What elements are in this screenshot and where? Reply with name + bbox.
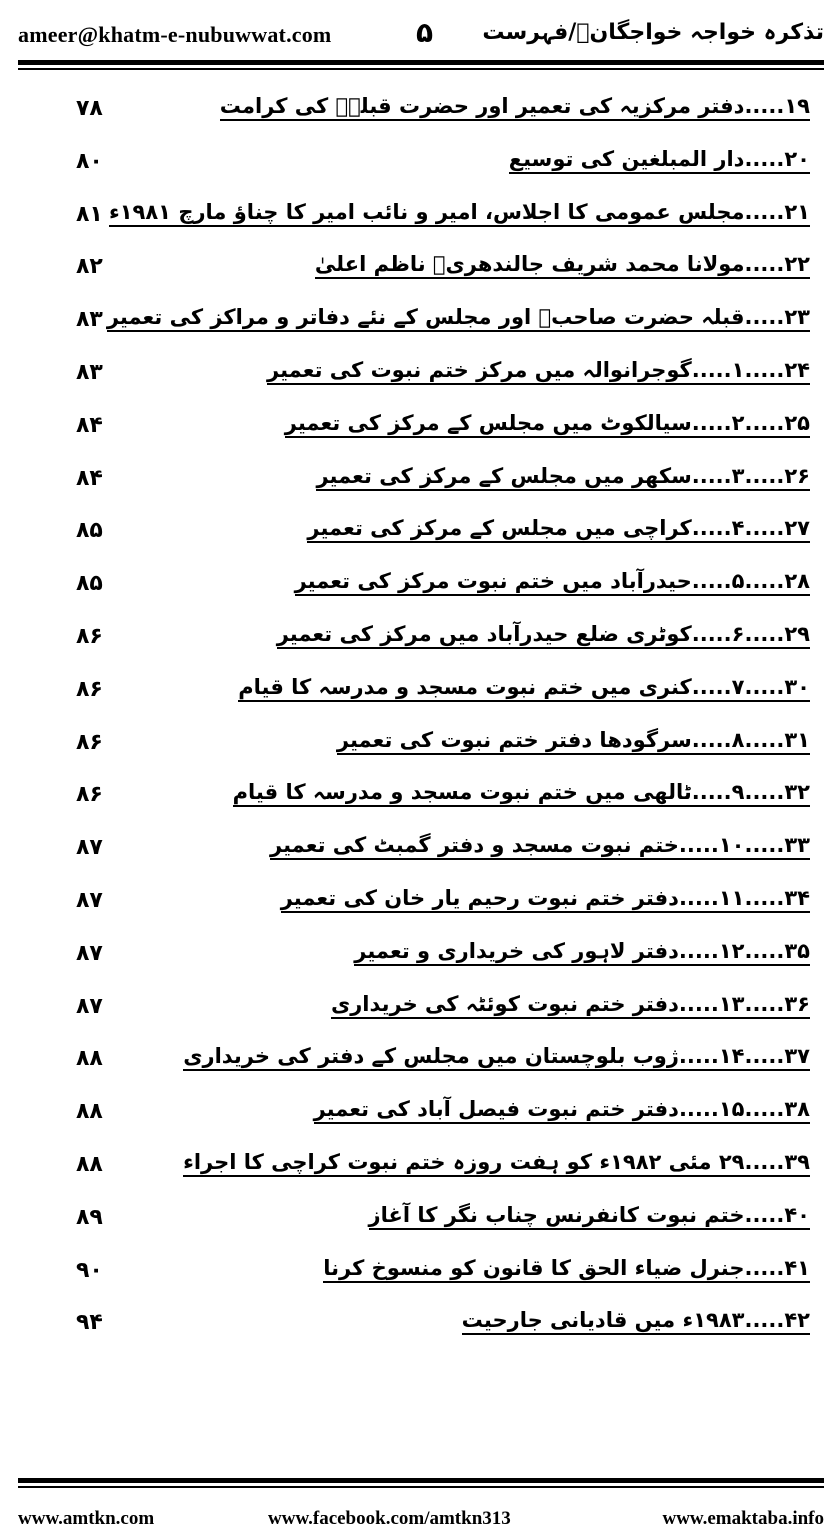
toc-row[interactable] (30, 1038, 810, 1091)
toc-row[interactable] (30, 405, 810, 458)
toc-page-number: ۸۷ (76, 887, 103, 913)
toc-page-number: ۸۸ (76, 1099, 103, 1125)
toc-page-number: ۸۴ (76, 412, 103, 438)
toc-entry-title: ۴۲.....۱۹۸۳ء میں قادیانی جارحیت (462, 1308, 810, 1335)
toc-page-number: ۸۶ (76, 782, 103, 808)
page-number: ۵ (416, 16, 434, 49)
toc-row[interactable] (30, 880, 810, 933)
toc-row[interactable] (30, 1302, 810, 1355)
toc-entry-title: ۳۹.....۲۹ مئی ۱۹۸۲ء کو ہفت روزہ ختم نبوت کراچی کا اجراء (183, 1150, 810, 1177)
book-title: تذکرہ خواجہ خواجگانؒ/فہرست (482, 20, 824, 45)
toc-entry-title: ۳۴.....۱۱.....دفتر ختم نبوت رحیم یار خان کی تعمیر (281, 886, 810, 913)
toc-entry-title: ۳۶.....۱۳.....دفتر ختم نبوت کوئٹہ کی خریداری (331, 992, 810, 1019)
header-rule-thick (18, 60, 824, 65)
toc-row[interactable] (30, 141, 810, 194)
toc-entry-title: ۲۳.....قبلہ حضرت صاحبؒ اور مجلس کے نئے دفاتر و مراکز کی تعمیر (107, 305, 810, 332)
toc-entry-title: ۴۱.....جنرل ضیاء الحق کا قانون کو منسوخ کرنا (323, 1256, 810, 1283)
footer-rule-thin (18, 1486, 824, 1488)
footer-link-amtkn[interactable]: www.amtkn.com (18, 1508, 155, 1529)
toc-entry-title: ۳۲.....۹.....ٹالھی میں ختم نبوت مسجد و مدرسہ کا قیام (233, 780, 810, 807)
toc-row[interactable] (30, 510, 810, 563)
toc-entry-title: ۲۹.....۶.....کوٹری ضلع حیدرآباد میں مرکز کی تعمیر (277, 622, 810, 649)
footer-link-facebook[interactable]: www.facebook.com/amtkn313 (268, 1508, 511, 1529)
toc-entry-title: ۲۵.....۲.....سیالکوٹ میں مجلس کے مرکز کی تعمیر (285, 411, 810, 438)
header-rule-thin (18, 68, 824, 70)
footer-link-emaktaba[interactable]: www.emaktaba.info (662, 1508, 824, 1529)
toc-row[interactable] (30, 299, 810, 352)
toc-page-number: ۸۸ (76, 1151, 103, 1177)
toc-entry-title: ۱۹.....دفتر مرکزیہ کی تعمیر اور حضرت قبلہؒ کی کرامت (220, 94, 810, 121)
toc-row[interactable] (30, 1197, 810, 1250)
toc-entry-title: ۳۰.....۷.....کنری میں ختم نبوت مسجد و مدرسہ کا قیام (238, 675, 810, 702)
page-footer (18, 1508, 824, 1536)
toc-row[interactable] (30, 933, 810, 986)
toc-page-number: ۸۷ (76, 940, 103, 966)
toc-page-number: ۸۶ (76, 623, 103, 649)
toc-entry-title: ۲۷.....۴.....کراچی میں مجلس کے مرکز کی تعمیر (307, 516, 810, 543)
toc-page-number: ۸۰ (76, 148, 103, 174)
toc-row[interactable] (30, 563, 810, 616)
toc-entry-title: ۲۴.....۱.....گوجرانوالہ میں مرکز ختم نبوت کی تعمیر (267, 358, 810, 385)
toc-entry-title: ۳۵.....۱۲.....دفتر لاہور کی خریداری و تعمیر (354, 939, 810, 966)
toc-row[interactable] (30, 194, 810, 247)
toc-entry-title: ۲۱.....مجلس عمومی کا اجلاس، امیر و نائب امیر کا چناؤ مارچ ۱۹۸۱ء (109, 200, 810, 227)
toc-page-number: ۸۳ (76, 359, 103, 385)
toc-page-number: ۸۴ (76, 465, 103, 491)
toc-entry-title: ۳۳.....۱۰.....ختم نبوت مسجد و دفتر گمبٹ کی تعمیر (270, 833, 810, 860)
toc-entry-title: ۲۶.....۳.....سکھر میں مجلس کے مرکز کی تعمیر (316, 464, 810, 491)
toc-entry-title: ۲۰.....دار المبلغین کی توسیع (509, 147, 810, 174)
toc-row[interactable] (30, 1091, 810, 1144)
toc-page-number: ۸۳ (76, 307, 103, 333)
toc-row[interactable] (30, 1250, 810, 1303)
toc-row[interactable] (30, 246, 810, 299)
toc-row[interactable] (30, 616, 810, 669)
toc-page-number: ۸۸ (76, 1046, 103, 1072)
toc-entry-title: ۴۰.....ختم نبوت کانفرنس چناب نگر کا آغاز (369, 1203, 811, 1230)
toc-page-number: ۸۲ (76, 254, 103, 280)
header-email: ameer@khatm-e-nubuwwat.com (18, 22, 332, 47)
toc-row[interactable] (30, 722, 810, 775)
toc-page-number: ۸۷ (76, 835, 103, 861)
toc-page-number: ۸۵ (76, 518, 103, 544)
toc-row[interactable] (30, 669, 810, 722)
toc-page-number: ۸۹ (76, 1204, 103, 1230)
toc-page-number: ۹۰ (76, 1257, 103, 1283)
toc-entry-title: ۳۷.....۱۴.....ژوب بلوچستان میں مجلس کے دفتر کی خریداری (183, 1044, 810, 1071)
toc-entry-title: ۳۸.....۱۵.....دفتر ختم نبوت فیصل آباد کی تعمیر (314, 1097, 810, 1124)
toc-page-number: ۸۶ (76, 729, 103, 755)
toc-page-number: ۸۵ (76, 571, 103, 597)
toc-page-number: ۹۴ (76, 1310, 103, 1336)
toc-row[interactable] (30, 88, 810, 141)
toc-row[interactable] (30, 774, 810, 827)
toc-page-number: ۷۸ (76, 96, 103, 121)
toc-entry-title: ۲۲.....مولانا محمد شریف جالندھریؒ ناظم اعلیٰ (315, 252, 810, 279)
toc-page-number: ۸۷ (76, 993, 103, 1019)
toc-row[interactable] (30, 352, 810, 405)
footer-rule-thick (18, 1478, 824, 1483)
table-of-contents (30, 88, 810, 1355)
toc-page-number: ۸۱ (76, 201, 103, 227)
page-header (18, 16, 824, 58)
toc-row[interactable] (30, 986, 810, 1039)
toc-row[interactable] (30, 1144, 810, 1197)
toc-row[interactable] (30, 827, 810, 880)
toc-page-number: ۸۶ (76, 676, 103, 702)
toc-entry-title: ۲۸.....۵.....حیدرآباد میں ختم نبوت مرکز کی تعمیر (295, 569, 810, 596)
toc-row[interactable] (30, 458, 810, 511)
toc-entry-title: ۳۱.....۸.....سرگودھا دفتر ختم نبوت کی تعمیر (337, 728, 810, 755)
